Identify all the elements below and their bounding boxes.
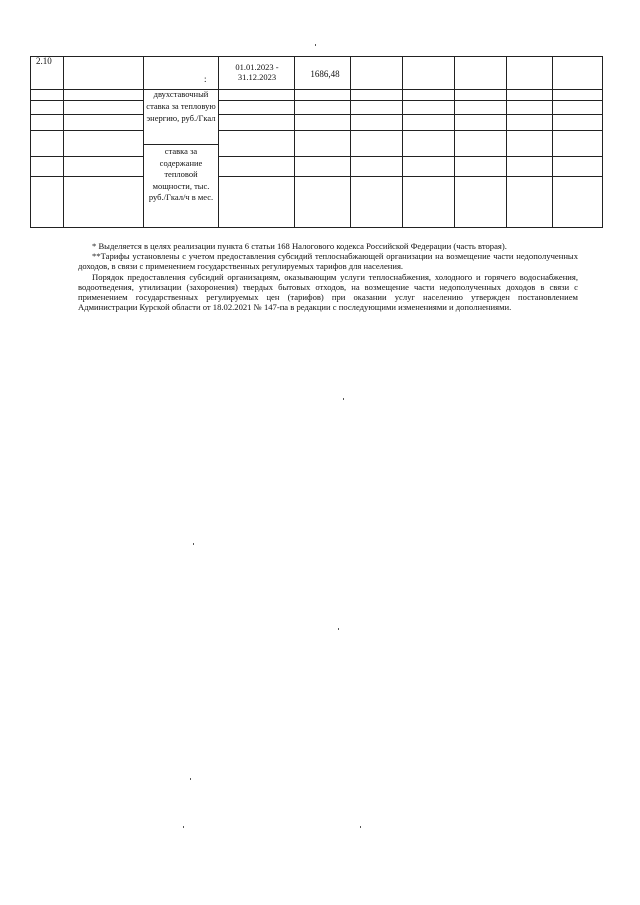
table-grid-line [602,56,603,228]
scan-speck [360,826,361,828]
table-grid-line [30,89,603,90]
table-grid-line [30,114,143,115]
table-grid-line [454,56,455,228]
period-cell: 01.01.2023 - 31.12.2023 [235,62,279,82]
footnotes-block [78,241,578,312]
table-grid-line [30,227,603,228]
scan-speck [193,543,194,545]
capacity-rate-label: ставка за содержание тепловой мощности, тыс. руб./Гкал/ч в мес. [148,146,214,202]
table-grid-line [30,176,143,177]
table-grid-line [294,56,295,228]
table-grid-line [30,156,143,157]
tariff-type-label: двухставочный [153,89,209,99]
table-grid-line [552,56,553,228]
footnote-subsidy: **Тарифы установлены с учетом предоставления субсидий теплоснабжающей организации на возмещение части недополученных доходов, в связи с применением государственных регулируемых тарифов для населения. [78,251,578,272]
tariff-table-fragment [30,56,603,228]
table-grid-line [143,56,144,228]
table-grid-line [218,56,219,228]
table-grid-line [63,56,64,228]
table-grid-line [30,56,31,228]
row-number: 2.10 [36,56,52,66]
table-grid-line [30,100,143,101]
subsidy-procedure-paragraph: Порядок предоставления субсидий организациям, оказывающим услуги теплоснабжения, холодного и горячего водоснабжения, водоотведения, утилизации (захоронения) твердых бытовых отходов, на возмещение части недополученных доходов в связи с применением государственных регулируемых цен (тарифов) при оказании услуг населению утвержден постановлением Администрации Курской области от 18.02.2021 № 147-па в редакции с последующими изменениями и дополнениями. [78,271,578,313]
tariff-value: 1686,48 [310,69,340,79]
table-grid-line [30,56,603,57]
scan-speck [338,628,339,630]
table-grid-line [350,56,351,228]
table-grid-line [218,100,603,101]
table-grid-line [402,56,403,228]
table-grid-line [143,144,218,145]
table-grid-line [218,156,603,157]
scan-speck [315,44,316,46]
table-grid-line [218,130,603,131]
heat-energy-rate-label: ставка за тепловую энергию, руб./Гкал [146,101,216,123]
table-grid-line [218,176,603,177]
table-grid-line [30,130,143,131]
table-grid-line [506,56,507,228]
table-grid-line [218,114,603,115]
scan-speck [183,826,184,828]
scan-speck [343,398,344,400]
footnote-vat: * Выделяется в целях реализации пункта 6 статьи 168 Налогового кодекса Российской Федерации (часть вторая). [92,241,507,251]
scan-speck [190,778,191,780]
colon-mark: : [204,74,207,84]
